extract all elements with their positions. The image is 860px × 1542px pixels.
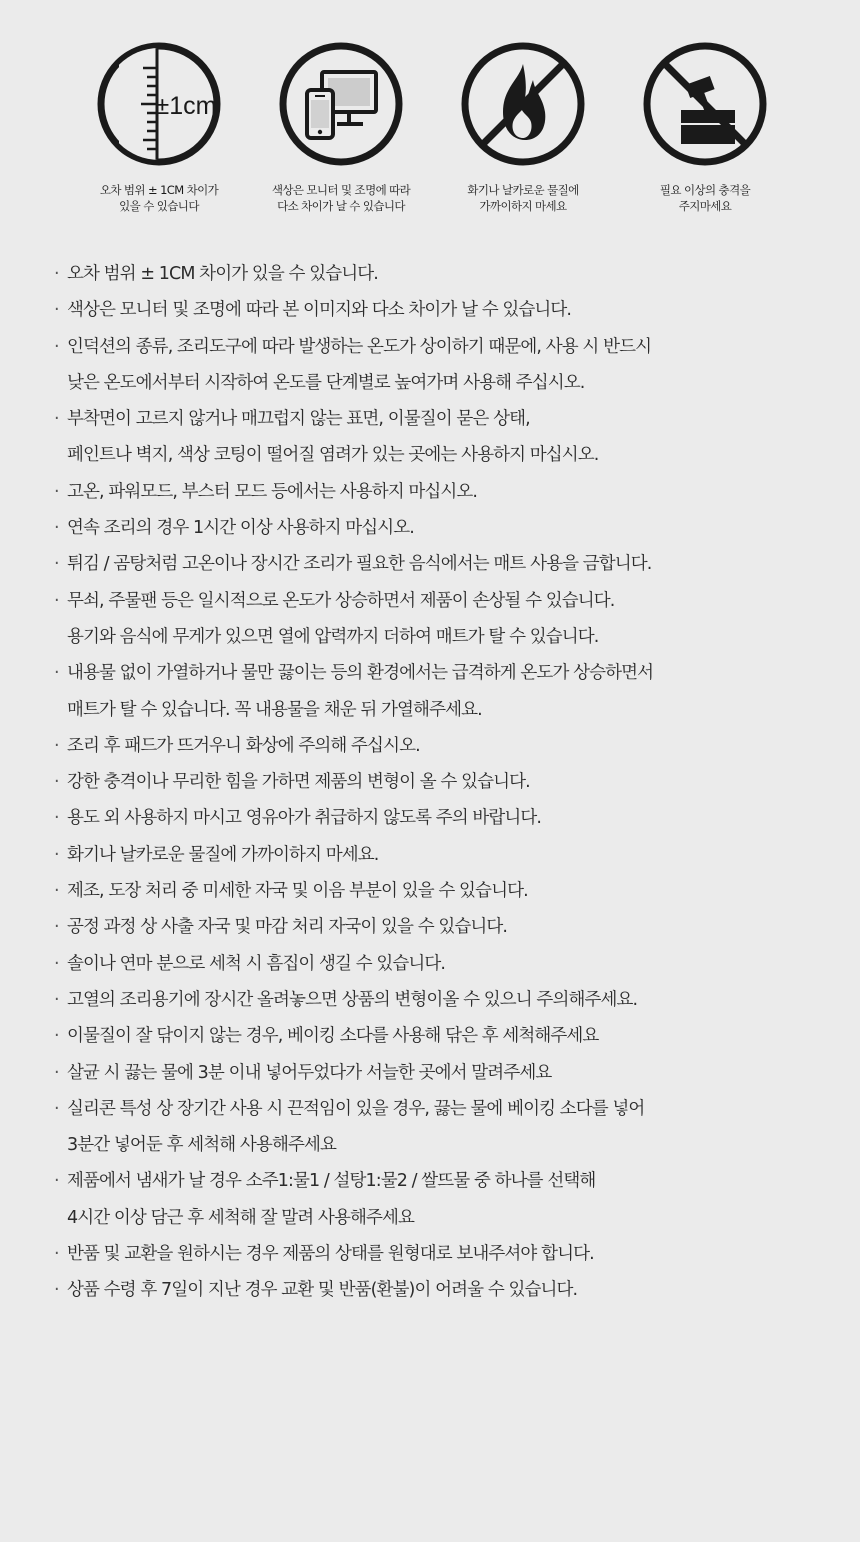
note-text-line: 낮은 온도에서부터 시작하여 온도를 단계별로 높여가며 사용해 주십시오. (67, 372, 585, 393)
note-text-line: 매트가 탈 수 있습니다. 꼭 내용물을 채운 뒤 가열해주세요. (67, 699, 482, 720)
note-text-line: 제조, 도장 처리 중 미세한 자국 및 이음 부분이 있을 수 있습니다. (67, 881, 528, 902)
caution-note-item (54, 583, 834, 656)
no-fire-icon (459, 40, 587, 168)
bullet-dot: · (54, 1026, 59, 1047)
note-text-line: 4시간 이상 담근 후 세척해 잘 말려 사용해주세요 (67, 1207, 414, 1228)
note-text-line: 제품에서 냄새가 날 경우 소주1:물1 / 설탕1:물2 / 쌀뜨물 중 하나를 선택해 (67, 1171, 596, 1192)
note-text-line: 화기나 날카로운 물질에 가까이하지 마세요. (67, 844, 379, 865)
note-text-line: 인덕션의 종류, 조리도구에 따라 발생하는 온도가 상이하기 때문에, 사용 시 반드시 (67, 336, 652, 357)
caution-note-item (54, 1055, 834, 1091)
caution-note-item (54, 655, 834, 728)
bullet-dot: · (54, 481, 59, 502)
note-text-line: 튀김 / 곰탕처럼 고온이나 장시간 조리가 필요한 음식에서는 매트 사용을 금합니다. (67, 554, 652, 575)
caution-note-item (54, 292, 834, 328)
tolerance-symbol: ±1cm (155, 92, 217, 120)
bullet-dot: · (54, 300, 59, 321)
caution-note-item (54, 474, 834, 510)
note-text-line: 연속 조리의 경우 1시간 이상 사용하지 마십시오. (67, 518, 414, 539)
note-text-line: 용도 외 사용하지 마시고 영유아가 취급하지 않도록 주의 바랍니다. (67, 808, 542, 829)
note-text-line: 상품 수령 후 7일이 지난 경우 교환 및 반품(환불)이 어려울 수 있습니다. (67, 1280, 578, 1301)
note-text-line: 반품 및 교환을 원하시는 경우 제품의 상태를 원형대로 보내주셔야 합니다. (67, 1244, 594, 1265)
bullet-dot: · (54, 772, 59, 793)
note-text-line: 강한 충격이나 무리한 힘을 가하면 제품의 변형이 올 수 있습니다. (67, 772, 530, 793)
bullet-dot: · (54, 1244, 59, 1265)
bullet-dot: · (54, 264, 59, 284)
bullet-dot: · (54, 808, 59, 829)
icon-caption: 오차 범위 ± 1CM 차이가 있을 수 있습니다 (99, 183, 219, 213)
note-text-line: 공정 과정 상 사출 자국 및 마감 처리 자국이 있을 수 있습니다. (67, 917, 508, 938)
caution-note-item (54, 256, 834, 292)
bullet-dot: · (54, 1098, 59, 1119)
note-text-line: 조리 후 패드가 뜨거우니 화상에 주의해 주십시오. (67, 735, 420, 756)
icon-caption: 색상은 모니터 및 조명에 따라 다소 차이가 날 수 있습니다 (271, 183, 411, 213)
icon-card-tolerance (68, 40, 250, 214)
caution-note-item (54, 1272, 834, 1308)
icon-card-fire (432, 40, 614, 214)
caution-note-item (54, 546, 834, 582)
bullet-dot: · (54, 917, 59, 938)
note-text-line: 이물질이 잘 닦이지 않는 경우, 베이킹 소다를 사용해 닦은 후 세척해주세요 (67, 1026, 599, 1047)
caution-icon-row (0, 40, 860, 240)
note-text-line: 무쇠, 주물팬 등은 일시적으로 온도가 상승하면서 제품이 손상될 수 있습니다. (67, 590, 615, 611)
bullet-dot: · (54, 518, 59, 539)
bullet-dot: · (54, 590, 59, 611)
bullet-dot: · (54, 1280, 59, 1301)
icon-card-impact (614, 40, 796, 214)
caution-notes-list (54, 256, 834, 1309)
caution-note-item (54, 873, 834, 909)
note-text-line: 고온, 파워모드, 부스터 모드 등에서는 사용하지 마십시오. (67, 481, 478, 502)
caution-note-item (54, 982, 834, 1018)
bullet-dot: · (54, 1062, 59, 1083)
caution-note-item (54, 909, 834, 945)
caution-note-item (54, 1163, 834, 1236)
caution-note-item (54, 764, 834, 800)
note-text-line: 3분간 넣어둔 후 세척해 사용해주세요 (67, 1135, 336, 1156)
note-text-line: 고열의 조리용기에 장시간 올려놓으면 상품의 변형이올 수 있으니 주의해주세요. (67, 989, 638, 1010)
caution-note-item (54, 728, 834, 764)
note-text-line: 내용물 없이 가열하거나 물만 끓이는 등의 환경에서는 급격하게 온도가 상승하면서 (67, 663, 654, 684)
monitor-phone-icon (277, 40, 405, 168)
bullet-dot: · (54, 336, 59, 357)
note-text-line: 솔이나 연마 분으로 세척 시 흠집이 생길 수 있습니다. (67, 953, 446, 974)
note-text-line: 오차 범위 ± 1CM 차이가 있을 수 있습니다. (67, 264, 378, 284)
note-text-line: 살균 시 끓는 물에 3분 이내 넣어두었다가 서늘한 곳에서 말려주세요 (67, 1062, 552, 1083)
note-text-line: 페인트나 벽지, 색상 코팅이 떨어질 염려가 있는 곳에는 사용하지 마십시오. (67, 445, 599, 466)
note-text-line: 용기와 음식에 무게가 있으면 열에 압력까지 더하여 매트가 탈 수 있습니다. (67, 626, 599, 647)
bullet-dot: · (54, 844, 59, 865)
caution-note-item (54, 329, 834, 402)
note-text-line: 부착면이 고르지 않거나 매끄럽지 않는 표면, 이물질이 묻은 상태, (67, 409, 530, 430)
bullet-dot: · (54, 1171, 59, 1192)
bullet-dot: · (54, 953, 59, 974)
bullet-dot: · (54, 989, 59, 1010)
icon-caption: 화기나 날카로운 물질에 가까이하지 마세요 (467, 183, 579, 213)
bullet-dot: · (54, 409, 59, 430)
caution-note-item (54, 1091, 834, 1164)
bullet-dot: · (54, 554, 59, 575)
caution-note-item (54, 837, 834, 873)
bullet-dot: · (54, 663, 59, 684)
note-text-line: 색상은 모니터 및 조명에 따라 본 이미지와 다소 차이가 날 수 있습니다. (67, 300, 572, 321)
caution-note-item (54, 800, 834, 836)
caution-note-item (54, 946, 834, 982)
caution-note-item (54, 401, 834, 474)
icon-card-color (250, 40, 432, 214)
caution-note-item (54, 510, 834, 546)
icon-caption: 필요 이상의 충격을 주지마세요 (659, 183, 751, 213)
caution-note-item (54, 1236, 834, 1272)
bullet-dot: · (54, 881, 59, 902)
ruler-tolerance-icon (95, 40, 223, 168)
bullet-dot: · (54, 735, 59, 756)
note-text-line: 실리콘 특성 상 장기간 사용 시 끈적임이 있을 경우, 끓는 물에 베이킹 소다를 넣어 (67, 1098, 645, 1119)
caution-note-item (54, 1018, 834, 1054)
no-impact-icon (641, 40, 769, 168)
